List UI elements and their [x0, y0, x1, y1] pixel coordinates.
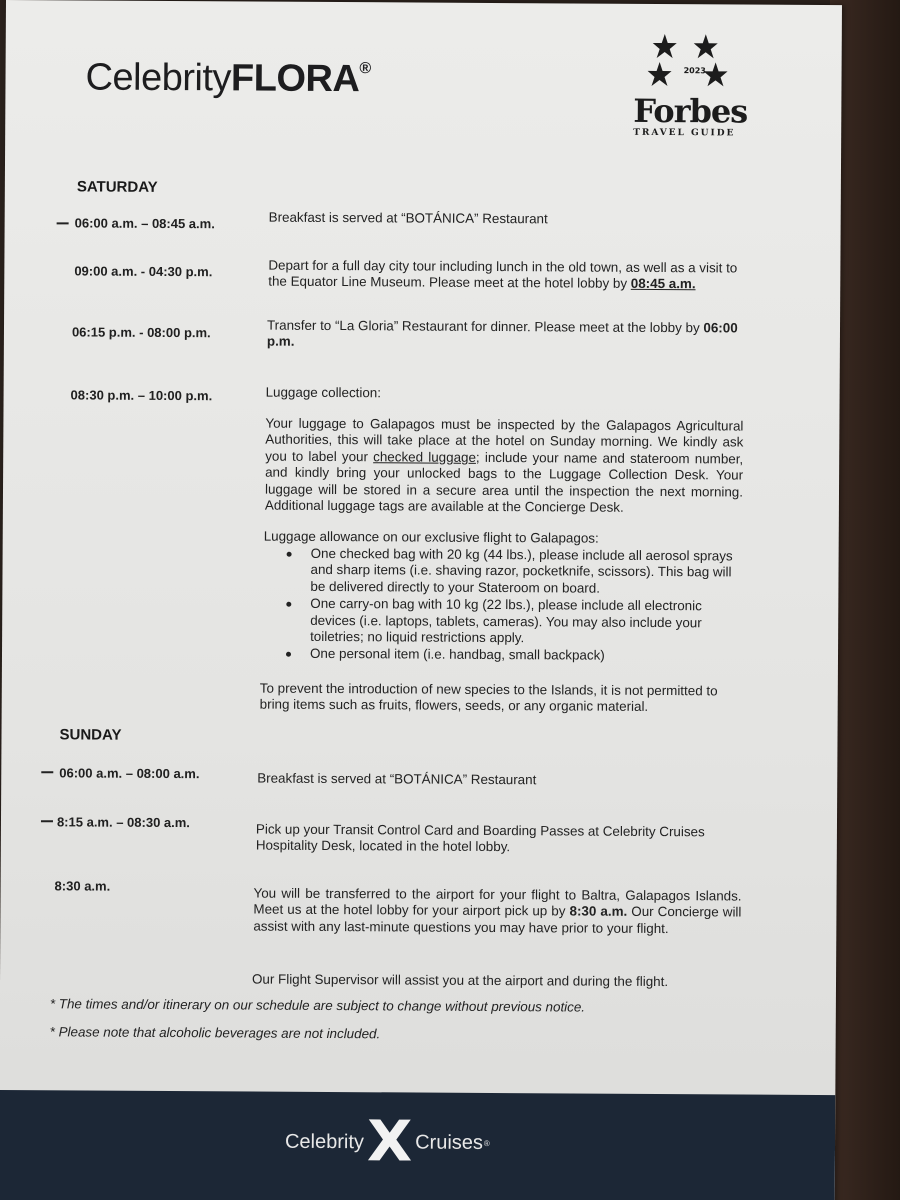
event-time: 8:15 a.m. – 08:30 a.m. — [56, 814, 191, 831]
footer-band — [0, 1090, 835, 1200]
meeting-time: 08:45 a.m. — [630, 276, 696, 292]
event-text: Transfer to “La Gloria” Restaurant for dinner. Please meet at the lobby by — [266, 317, 700, 336]
forbes-travel-guide-logo — [627, 32, 758, 153]
forbes-year: 2023 — [683, 66, 706, 76]
event-description — [253, 886, 741, 938]
forbes-tagline: TRAVEL GUIDE — [633, 127, 736, 139]
event-time: 09:00 a.m. - 04:30 p.m. — [74, 263, 213, 280]
handwritten-dash — [57, 222, 69, 224]
event-description: Pick up your Transit Control Card and Boarding Passes at Celebrity Cruises Hospitality Desk, located in the hotel lobby. — [255, 821, 705, 855]
forbes-stars-icon — [647, 32, 737, 93]
list-item: One personal item (i.e. handbag, small backpack) — [264, 646, 748, 665]
handwritten-dash — [41, 771, 53, 773]
meeting-time: 06:00 p.m. — [266, 320, 738, 350]
footnote: * Please note that alcoholic beverages are not included. — [49, 1024, 381, 1042]
celebrity-x-icon: X — [366, 1109, 413, 1175]
luggage-text: ; include your name and stateroom number, and kindly bring your unlocked bags to the Luggage Collection Desk. Your luggage will be stored in a secure area until the inspection the next morning. Additional luggage tags are available at the Concierge Desk. — [264, 449, 744, 515]
event-description: Breakfast is served at “BOTÁNICA” Restaurant — [268, 209, 548, 227]
brand-name-light: Celebrity — [85, 56, 232, 100]
allowance-heading: Luggage allowance on our exclusive flight to Galapagos: — [263, 528, 599, 546]
sunday-heading: SUNDAY — [59, 726, 122, 744]
event-text: Our Concierge will assist with any last-minute questions you may have prior to your flight. — [253, 904, 742, 936]
handwritten-dash — [41, 820, 53, 822]
registered-mark: ® — [359, 60, 371, 78]
flight-supervisor-note: Our Flight Supervisor will assist you at the airport and during the flight. — [251, 971, 669, 990]
celebrity-flora-logo — [85, 56, 370, 101]
saturday-heading: SATURDAY — [76, 178, 158, 196]
event-description: Luggage collection: — [265, 384, 382, 401]
event-time: 06:00 a.m. – 08:00 a.m. — [59, 765, 200, 782]
event-description — [268, 258, 748, 294]
footer-brand-left: Celebrity — [284, 1130, 365, 1153]
species-note: To prevent the introduction of new species to the Islands, it is not permitted to bring items such as fruits, flowers, seeds, or any organic material. — [259, 680, 718, 715]
event-time: 06:15 p.m. - 08:00 p.m. — [71, 324, 211, 341]
footnote: * The times and/or itinerary on our schedule are subject to change without previous notice. — [49, 996, 586, 1015]
celebrity-cruises-logo — [284, 1109, 490, 1175]
footer-brand-right: Cruises — [415, 1131, 484, 1154]
event-time: 08:30 p.m. – 10:00 p.m. — [70, 387, 213, 404]
event-time: 06:00 a.m. – 08:45 a.m. — [74, 215, 215, 232]
meeting-time: 8:30 a.m. — [569, 903, 628, 920]
luggage-instructions — [265, 416, 744, 517]
list-item: One checked bag with 20 kg (44 lbs.), please include all aerosol sprays and sharp items (i.e. shaving razor, pocketknife, scissors). This bag will be delivered directly to your Stateroom on board. — [264, 546, 748, 598]
footer-registered-mark: ® — [483, 1138, 490, 1148]
event-text: You will be transferred to the airport for your flight to Baltra, Galapagos Islands. Meet us at the hotel lobby for your airport pick up by — [253, 885, 742, 919]
event-text: Depart for a full day city tour including lunch in the old town, as well as a visit to the Equator Line Museum. Please meet at the hotel lobby by — [268, 257, 738, 292]
checked-luggage-underlined: checked luggage — [373, 449, 476, 465]
event-time: 8:30 a.m. — [54, 878, 111, 894]
brand-name-bold: FLORA — [230, 57, 360, 101]
allowance-list — [264, 546, 749, 667]
luggage-text: Your luggage to Galapagos must be inspected by the Galapagos Agricultural Authorities, this will take place at the hotel on Sunday morning. We kindly ask you to label your — [265, 415, 744, 465]
event-description — [267, 318, 747, 354]
forbes-wordmark: Forbes — [633, 91, 748, 131]
list-item: One carry-on bag with 10 kg (22 lbs.), please include all electronic devices (i.e. laptops, tablets, cameras). You may also include your toiletries; no liquid restrictions apply. — [264, 596, 748, 648]
event-description: Breakfast is served at “BOTÁNICA” Restaurant — [257, 770, 537, 788]
